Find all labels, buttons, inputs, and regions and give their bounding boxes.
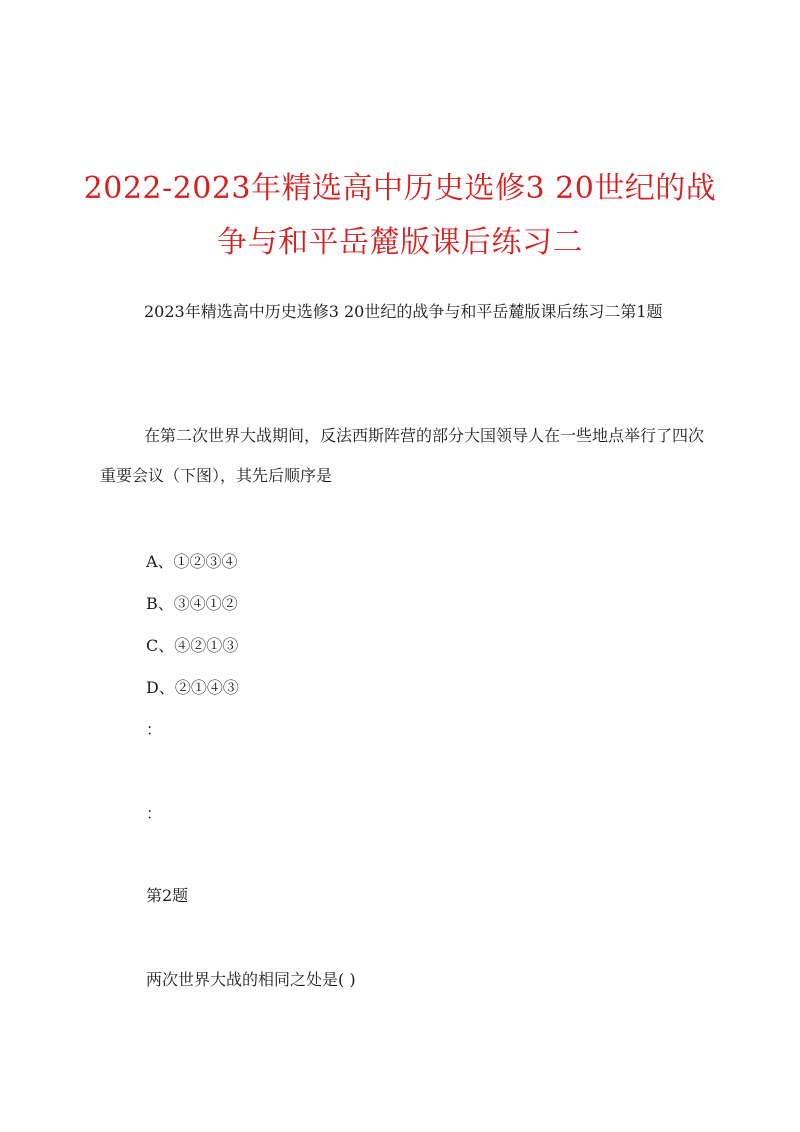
question-1-stem: 在第二次世界大战期间，反法西斯阵营的部分大国领导人在一些地点举行了四次重要会议（下图），其先后顺序是: [100, 426, 705, 485]
question-2-heading: 第2题: [146, 886, 189, 905]
question-1-answer-label: ：: [146, 720, 163, 739]
question-2-stem: 两次世界大战的相同之处是( ): [146, 970, 356, 989]
question-1-option-c: C、④②①③: [146, 636, 239, 655]
question-1-option-a: A、①②③④: [146, 552, 238, 571]
question-1-analysis-label: ：: [146, 804, 163, 823]
intro-paragraph: 2023年精选高中历史选修3 20世纪的战争与和平岳麓版课后练习二第1题: [144, 302, 663, 321]
question-1-option-b: B、③④①②: [146, 594, 238, 613]
document-title-line-2: 争与和平岳麓版课后练习二: [217, 225, 583, 260]
question-1-option-d: D、②①④③: [146, 678, 239, 697]
document-title-line-1: 2022-2023年精选高中历史选修3 20世纪的战: [83, 171, 717, 206]
